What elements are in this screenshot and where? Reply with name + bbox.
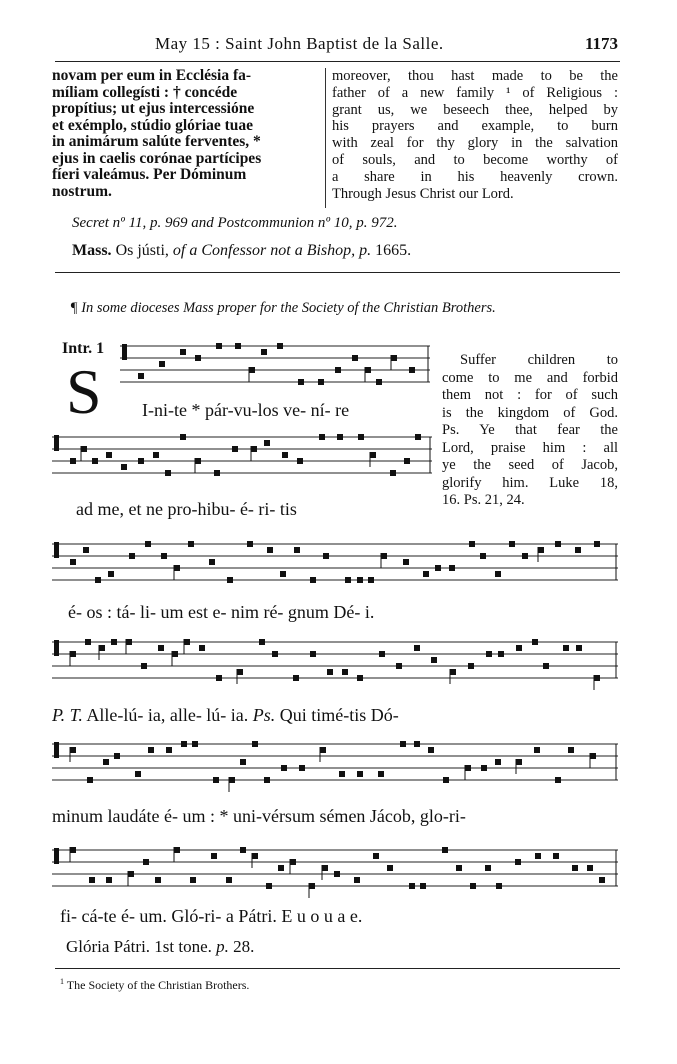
chant-staff-1 — [120, 342, 430, 392]
neume — [161, 553, 167, 559]
neume — [95, 577, 101, 583]
neume — [158, 645, 164, 651]
neume — [358, 434, 364, 440]
neume — [498, 651, 504, 657]
neume — [266, 883, 272, 889]
neume — [357, 675, 363, 681]
neume — [534, 747, 540, 753]
neume — [252, 853, 258, 859]
neume — [594, 541, 600, 547]
neume — [174, 847, 180, 853]
neume — [264, 777, 270, 783]
neume — [396, 663, 402, 669]
neume — [465, 765, 471, 771]
neume — [298, 379, 304, 385]
translation-line: glorify him. Luke 18, — [442, 474, 618, 491]
neume — [181, 741, 187, 747]
lyric-line: I-ni-te * pár-vu-los ve- ní- re — [142, 400, 350, 420]
neume — [414, 645, 420, 651]
neume — [87, 777, 93, 783]
english-line: father of a new family ¹ of Religious : — [332, 84, 618, 101]
neume — [387, 865, 393, 871]
neume — [449, 565, 455, 571]
mass-label: Mass. — [72, 242, 112, 259]
neume — [297, 458, 303, 464]
prayer-latin — [52, 68, 320, 200]
neume — [509, 541, 515, 547]
neume — [272, 651, 278, 657]
neume — [190, 877, 196, 883]
neume — [281, 765, 287, 771]
neume — [522, 553, 528, 559]
neume — [345, 577, 351, 583]
neume — [590, 753, 596, 759]
neume — [327, 669, 333, 675]
neume — [496, 883, 502, 889]
neume — [373, 853, 379, 859]
clef-mark — [122, 344, 127, 360]
neume — [192, 741, 198, 747]
section-rule — [55, 272, 620, 273]
mass-italic: of a Confessor not a Bishop, p. — [172, 242, 372, 259]
neume — [114, 753, 120, 759]
neume — [456, 865, 462, 871]
neume — [148, 747, 154, 753]
footnote-text: The Society of the Christian Brothers. — [64, 978, 250, 992]
neume — [428, 747, 434, 753]
neume — [108, 571, 114, 577]
chant-staff-3 — [52, 540, 618, 590]
neume — [290, 859, 296, 865]
neume — [404, 458, 410, 464]
footnote — [60, 977, 249, 993]
neume — [227, 577, 233, 583]
neume — [420, 883, 426, 889]
neume — [309, 883, 315, 889]
neume — [310, 651, 316, 657]
rubric: ¶ In some dioceses Mass proper for the Society of the Christian Brothers. — [70, 300, 496, 316]
neume — [322, 865, 328, 871]
neume — [174, 565, 180, 571]
english-line: his prayers and example, to burn — [332, 118, 618, 135]
neume — [277, 343, 283, 349]
clef-mark — [54, 742, 59, 758]
neume — [339, 771, 345, 777]
neume — [368, 577, 374, 583]
neume — [294, 547, 300, 553]
translation-line: Suffer children to — [460, 352, 618, 368]
page-number: 1173 — [584, 34, 618, 53]
neume — [259, 639, 265, 645]
neume — [129, 553, 135, 559]
neume — [89, 877, 95, 883]
neume — [153, 452, 159, 458]
mass-page: 1665. — [371, 242, 412, 259]
lyric-line: ad me, et ne pro-hibu- é- ri- tis — [76, 499, 297, 519]
neume — [450, 669, 456, 675]
latin-line: míliam collegísti : † concéde — [52, 83, 238, 101]
neume — [70, 559, 76, 565]
neume — [261, 349, 267, 355]
neume — [216, 343, 222, 349]
introit-translation — [442, 352, 618, 510]
neume — [195, 458, 201, 464]
neume — [310, 577, 316, 583]
lyric-line: fi- cá-te é- um. Gló-ri- a Pátri. E u o u a e. — [60, 906, 363, 926]
neume — [226, 877, 232, 883]
neume — [267, 547, 273, 553]
mass-text: Os jústi, — [111, 242, 173, 259]
chant-staff-6 — [52, 846, 618, 896]
neume — [515, 859, 521, 865]
neume — [213, 777, 219, 783]
chant-staff-2 — [52, 433, 432, 483]
page-header — [50, 30, 620, 60]
neume — [342, 669, 348, 675]
initial-letter: S — [66, 356, 102, 427]
latin-line: novam per eum in Ecclésia fa- — [52, 67, 252, 84]
paschal-time-label: P. T. — [52, 705, 83, 725]
english-line: a share in his heavenly crown. — [332, 168, 618, 185]
lyric-line: é- os : tá- li- um est e- nim ré- gnum Dé- i. — [68, 602, 375, 622]
neume — [280, 571, 286, 577]
mass-reference — [72, 242, 411, 260]
neume — [576, 645, 582, 651]
neume — [594, 675, 600, 681]
neume — [209, 559, 215, 565]
neume — [180, 349, 186, 355]
neume — [575, 547, 581, 553]
neume — [235, 343, 241, 349]
neume — [335, 367, 341, 373]
neume — [282, 452, 288, 458]
neume — [199, 645, 205, 651]
neume — [145, 541, 151, 547]
neume — [172, 651, 178, 657]
english-line: Through Jesus Christ our Lord. — [332, 185, 514, 202]
gloria-page: 28. — [228, 937, 255, 956]
neume — [563, 645, 569, 651]
neume — [391, 355, 397, 361]
neume — [400, 741, 406, 747]
chant-staff-5 — [52, 740, 618, 790]
neume — [195, 355, 201, 361]
neume — [555, 777, 561, 783]
header-rule — [55, 61, 620, 62]
neume — [99, 645, 105, 651]
neume — [443, 777, 449, 783]
english-line: with zeal for thy glory in the salvation — [332, 135, 618, 152]
neume — [237, 669, 243, 675]
lyric-line — [52, 705, 399, 726]
gloria-italic: p. — [216, 937, 229, 956]
neume — [249, 367, 255, 373]
neume — [141, 663, 147, 669]
psalm-label: Ps. — [252, 705, 276, 725]
neume — [378, 771, 384, 777]
neume — [214, 470, 220, 476]
neume — [211, 853, 217, 859]
neume — [252, 741, 258, 747]
introit-label: Intr. 1 — [62, 340, 105, 357]
neume — [159, 361, 165, 367]
neume — [240, 759, 246, 765]
latin-line: propítius; ut ejus intercessióne — [52, 100, 255, 117]
translation-line: them not : for of such — [442, 387, 618, 403]
translation-line: come to me and forbid — [442, 369, 618, 386]
neume — [379, 651, 385, 657]
neume — [535, 853, 541, 859]
english-line: grant us, we beseech thee, helped by — [332, 101, 618, 118]
neume — [299, 765, 305, 771]
neume — [376, 379, 382, 385]
neume — [357, 771, 363, 777]
neume — [495, 571, 501, 577]
neume — [128, 871, 134, 877]
gloria-patri — [66, 937, 254, 957]
neume — [106, 877, 112, 883]
latin-line: nostrum. — [52, 182, 112, 200]
neume — [320, 747, 326, 753]
translation-line: ye the seed of Jacob, — [442, 457, 618, 473]
neume — [572, 865, 578, 871]
prayer-english — [332, 68, 618, 202]
neume — [390, 470, 396, 476]
neume — [92, 458, 98, 464]
neume — [516, 759, 522, 765]
neume — [155, 877, 161, 883]
neume — [216, 675, 222, 681]
neume — [409, 883, 415, 889]
latin-line: in animárum salúte ferventes, * — [52, 133, 261, 150]
running-title: May 15 : Saint John Baptist de la Salle. — [155, 34, 444, 53]
neume — [166, 747, 172, 753]
neume — [403, 559, 409, 565]
neume — [486, 651, 492, 657]
secret-note: Secret nº 11, p. 969 and Postcommunion nº 10, p. 972. — [72, 215, 398, 231]
lyric-line: minum laudáte é- um : * uni-vérsum sémen Jácob, glo-ri- — [52, 806, 466, 826]
neume — [70, 747, 76, 753]
neume — [81, 446, 87, 452]
neume — [553, 853, 559, 859]
neume — [143, 859, 149, 865]
neume — [251, 446, 257, 452]
latin-line: ejus in caelis corónae partícipes — [52, 149, 262, 167]
lyric-segment: Qui timé-tis Dó- — [275, 705, 399, 725]
neume — [135, 771, 141, 777]
neume — [240, 847, 246, 853]
neume — [485, 865, 491, 871]
neume — [381, 553, 387, 559]
neume — [357, 577, 363, 583]
translation-line: is the kingdom of God. — [442, 404, 618, 421]
neume — [229, 777, 235, 783]
neume — [247, 541, 253, 547]
neume — [85, 639, 91, 645]
neume — [264, 440, 270, 446]
neume — [184, 639, 190, 645]
neume — [587, 865, 593, 871]
neume — [415, 434, 421, 440]
translation-line: Ps. Ye that fear the — [442, 422, 618, 438]
neume — [354, 877, 360, 883]
neume — [111, 639, 117, 645]
neume — [293, 675, 299, 681]
clef-mark — [54, 435, 59, 451]
neume — [435, 565, 441, 571]
lyric-segment: Alle-lú- ia, alle- lú- ia. — [82, 705, 249, 725]
neume — [480, 553, 486, 559]
neume — [323, 553, 329, 559]
clef-mark — [54, 848, 59, 864]
neume — [138, 373, 144, 379]
english-line: of souls, and to become worthy of — [332, 151, 618, 168]
neume — [319, 434, 325, 440]
gloria-text: Glória Pátri. 1st tone. — [66, 937, 217, 956]
neume — [126, 639, 132, 645]
neume — [337, 434, 343, 440]
neume — [495, 759, 501, 765]
translation-line: 16. Ps. 21, 24. — [442, 492, 525, 508]
neume — [138, 458, 144, 464]
neume — [180, 434, 186, 440]
neume — [470, 883, 476, 889]
neume — [318, 379, 324, 385]
neume — [352, 355, 358, 361]
neume — [568, 747, 574, 753]
neume — [103, 759, 109, 765]
neume — [538, 547, 544, 553]
neume — [278, 865, 284, 871]
neume — [468, 663, 474, 669]
neume — [121, 464, 127, 470]
neume — [442, 847, 448, 853]
neume — [481, 765, 487, 771]
neume — [365, 367, 371, 373]
neume — [370, 452, 376, 458]
english-line: moreover, thou hast made to be the — [332, 68, 618, 84]
neume — [106, 452, 112, 458]
neume — [414, 741, 420, 747]
clef-mark — [54, 542, 59, 558]
neume — [232, 446, 238, 452]
neume — [70, 458, 76, 464]
neume — [70, 847, 76, 853]
neume — [543, 663, 549, 669]
footnote-mark: 1 — [60, 977, 64, 986]
neume — [423, 571, 429, 577]
neume — [516, 645, 522, 651]
latin-line: et exémplo, stúdio glóriae tuae — [52, 116, 254, 134]
neume — [70, 651, 76, 657]
neume — [409, 367, 415, 373]
neume — [188, 541, 194, 547]
clef-mark — [54, 640, 59, 656]
neume — [532, 639, 538, 645]
chant-staff-4 — [52, 638, 618, 688]
neume — [469, 541, 475, 547]
neume — [555, 541, 561, 547]
latin-line: fíeri valeámus. Per Dóminum — [52, 166, 247, 183]
translation-line: Lord, praise him : all — [442, 439, 618, 456]
neume — [83, 547, 89, 553]
neume — [599, 877, 605, 883]
footnote-rule — [55, 968, 620, 969]
column-divider — [325, 68, 326, 208]
neume — [431, 657, 437, 663]
neume — [334, 871, 340, 877]
neume — [165, 470, 171, 476]
